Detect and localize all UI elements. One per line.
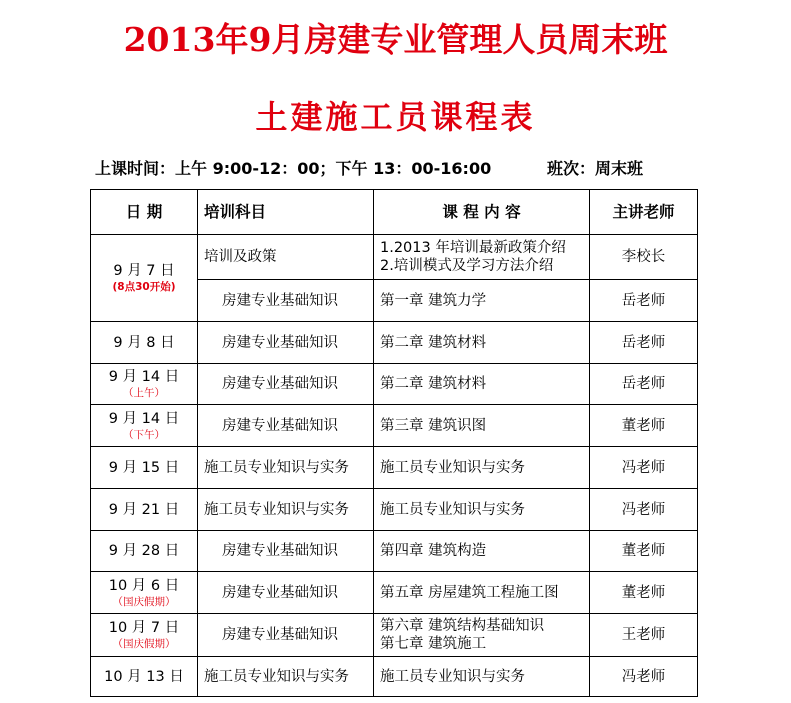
date-note: （上午） (123, 387, 165, 399)
subject-cell: 房建专业基础知识 (198, 572, 374, 614)
schedule-info (95, 156, 644, 179)
content-line: 1.2013 年培训最新政策介绍 (380, 240, 566, 256)
content-cell: 施工员专业知识与实务 (374, 657, 590, 697)
content-cell (374, 614, 590, 657)
subject-cell: 施工员专业知识与实务 (198, 657, 374, 697)
table-row (91, 657, 698, 697)
date-note: (8点30开始) (112, 281, 176, 293)
table-row (91, 322, 698, 364)
date-text: 10 月 7 日 (108, 620, 180, 636)
subject-cell: 房建专业基础知识 (198, 322, 374, 364)
header-date: 日 期 (91, 190, 198, 235)
header-teacher: 主讲老师 (590, 190, 698, 235)
teacher-cell: 岳老师 (590, 280, 698, 322)
date-note: （下午） (123, 428, 165, 441)
subject-cell: 房建专业基础知识 (198, 614, 374, 657)
content-cell: 第二章 建筑材料 (374, 322, 590, 364)
table-row (91, 447, 698, 489)
teacher-cell: 冯老师 (590, 447, 698, 489)
subject-cell: 施工员专业知识与实务 (198, 489, 374, 531)
content-line: 2.培训模式及学习方法介绍 (380, 258, 554, 274)
subject-cell: 房建专业基础知识 (198, 280, 374, 322)
subject-cell: 房建专业基础知识 (198, 364, 374, 405)
subject-cell: 施工员专业知识与实务 (198, 447, 374, 489)
teacher-cell: 冯老师 (590, 657, 698, 697)
teacher-cell: 冯老师 (590, 489, 698, 531)
teacher-cell: 岳老师 (590, 322, 698, 364)
date-text: 9 月 14 日 (108, 369, 180, 385)
date-cell (91, 572, 198, 614)
date-note: （国庆假期） (112, 595, 176, 608)
teacher-cell: 岳老师 (590, 364, 698, 405)
date-cell (91, 364, 198, 405)
date-text: 9 月 7 日 (113, 263, 175, 279)
subject-cell: 房建专业基础知识 (198, 531, 374, 572)
teacher-cell: 董老师 (590, 405, 698, 447)
table-row (91, 364, 698, 405)
content-line: 第七章 建筑施工 (380, 636, 487, 652)
date-cell (91, 614, 198, 657)
content-cell: 第五章 房屋建筑工程施工图 (374, 572, 590, 614)
date-cell (91, 235, 198, 322)
table-row (91, 235, 698, 280)
content-cell (374, 235, 590, 280)
date-cell: 9 月 28 日 (91, 531, 198, 572)
subject-cell: 房建专业基础知识 (198, 405, 374, 447)
content-line: 第六章 建筑结构基础知识 (380, 618, 545, 634)
page-title: 2013年9月房建专业管理人员周末班 (123, 20, 668, 59)
date-note: （国庆假期） (112, 638, 176, 650)
date-cell: 10 月 13 日 (91, 657, 198, 697)
date-cell (91, 405, 198, 447)
teacher-cell: 王老师 (590, 614, 698, 657)
table-row (91, 614, 698, 657)
header-content: 课 程 内 容 (374, 190, 590, 235)
content-cell: 施工员专业知识与实务 (374, 489, 590, 531)
table-row (91, 405, 698, 447)
teacher-cell: 李校长 (590, 235, 698, 280)
table-row (91, 489, 698, 531)
teacher-cell: 董老师 (590, 531, 698, 572)
teacher-cell: 董老师 (590, 572, 698, 614)
content-cell: 第一章 建筑力学 (374, 280, 590, 322)
content-cell: 第二章 建筑材料 (374, 364, 590, 405)
date-text: 10 月 6 日 (108, 577, 180, 594)
schedule-time: 上课时间：上午 9:00-12：00；下午 13：00-16:00 (95, 159, 492, 178)
content-cell: 第三章 建筑识图 (374, 405, 590, 447)
date-text: 9 月 14 日 (108, 410, 180, 427)
class-info: 班次：周末班 (547, 159, 644, 178)
table-row (91, 531, 698, 572)
content-cell: 施工员专业知识与实务 (374, 447, 590, 489)
content-cell: 第四章 建筑构造 (374, 531, 590, 572)
table-row (91, 572, 698, 614)
date-cell: 9 月 8 日 (91, 322, 198, 364)
date-cell: 9 月 15 日 (91, 447, 198, 489)
subject-cell: 培训及政策 (198, 235, 374, 280)
table-header-row (91, 190, 698, 235)
course-schedule-table (90, 189, 698, 697)
page-subtitle: 土建施工员课程表 (255, 98, 536, 136)
header-subject: 培训科目 (198, 190, 374, 235)
date-cell: 9 月 21 日 (91, 489, 198, 531)
